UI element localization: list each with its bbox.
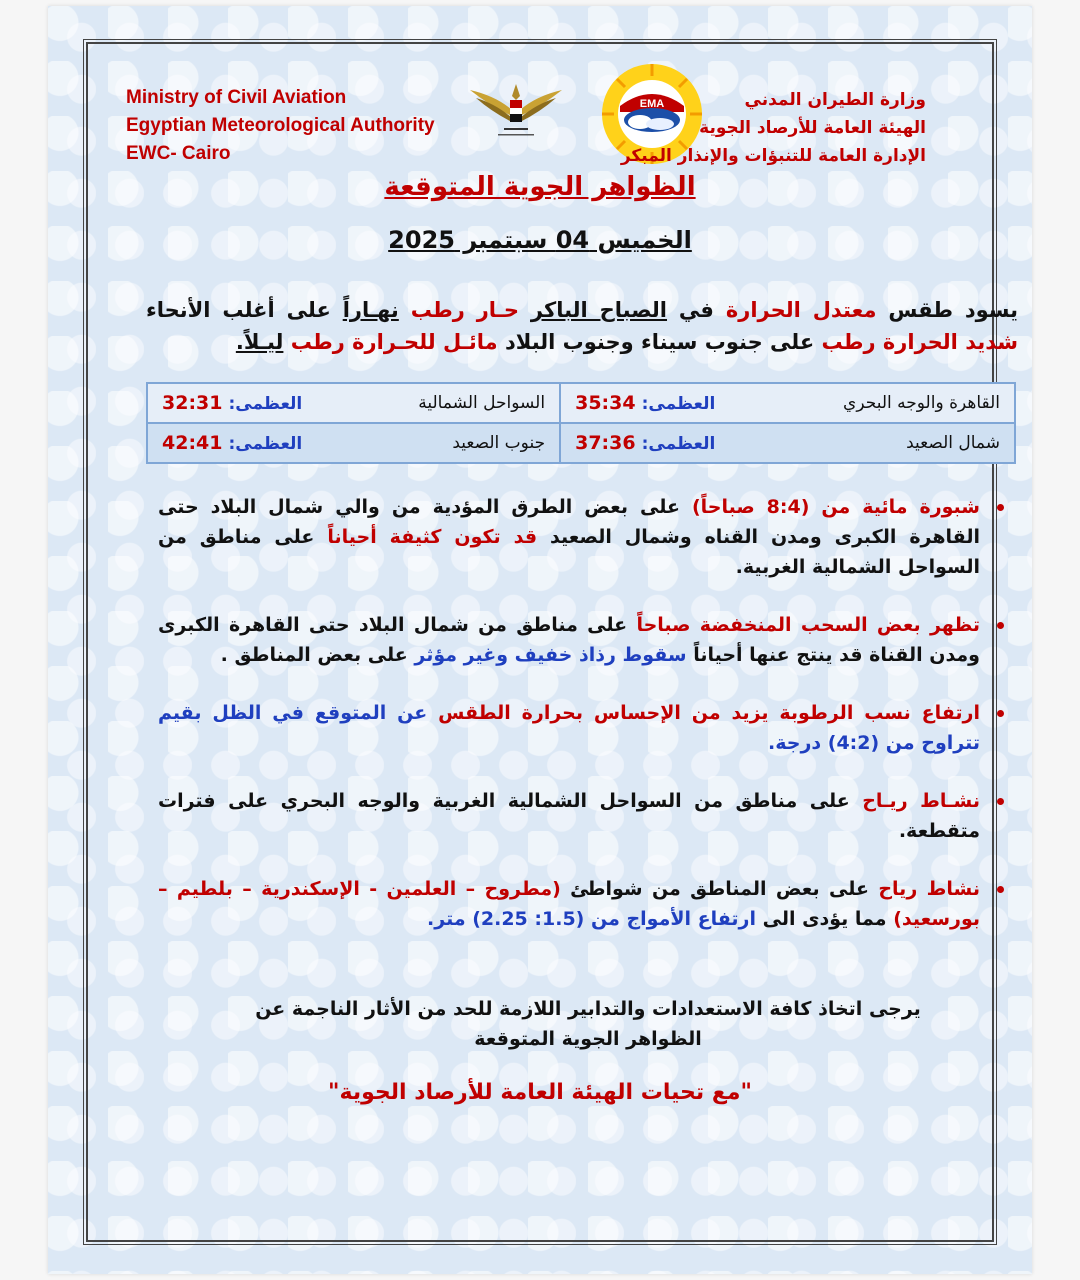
page-title: الظواهر الجوية المتوقعة: [384, 172, 696, 202]
summary-text: يسود طقس: [888, 298, 1019, 322]
bullet-highlight: عن المتوقع في الظل بقيم تتراوح من (4:2) درجة.: [158, 702, 980, 754]
max-temp-value: 37:36: [575, 432, 636, 454]
signoff: "مع تحيات الهيئة العامة للأرصاد الجوية": [328, 1080, 752, 1105]
ema-logo-text: EMA: [639, 98, 665, 110]
summary-highlight: حـار رطب: [410, 298, 520, 322]
region-name: جنوب الصعيد: [452, 433, 546, 453]
closing-line: الظواهر الجوية المتوقعة: [474, 1028, 702, 1050]
region-cell: [147, 423, 560, 463]
region-name: السواحل الشمالية: [418, 393, 546, 413]
summary-highlight: معتدل الحرارة: [725, 298, 877, 322]
closing-line: يرجى اتخاذ كافة الاستعدادات والتدابير اللازمة للحد من الأثار الناجمة عن: [255, 998, 921, 1020]
bulletin-date: الخميس 04 سبتمبر 2025: [388, 226, 692, 254]
max-temp-label: العظمى:: [641, 434, 716, 454]
table-row: [147, 383, 1015, 423]
region-name: شمال الصعيد: [906, 433, 1000, 453]
max-temp-label: العظمى:: [641, 394, 716, 414]
bullet-highlight: ارتفاع الأمواج من (1.5: 2.25) متر.: [427, 908, 756, 930]
max-temp-value: 32:31: [162, 392, 223, 414]
authority-name-en: Egyptian Meteorological Authority: [126, 115, 435, 136]
ministry-name-ar: وزارة الطيران المدني: [744, 90, 926, 110]
list-item: [158, 492, 980, 582]
summary-text: على أغلب الأنحاء: [146, 298, 331, 322]
table-row: [147, 423, 1015, 463]
bulletin-page: [48, 6, 1032, 1274]
bullet-text: على بعض الطرق المؤدية من والي شمال البلاد حتى القاهرة الكبرى ومدن القناه وشمال الصعيد: [158, 496, 980, 548]
ministry-name-en: Ministry of Civil Aviation: [126, 87, 347, 108]
max-temp-value: 42:41: [162, 432, 223, 454]
phenomena-list: [158, 492, 1008, 962]
list-item: [158, 698, 980, 758]
weather-summary: [146, 294, 1018, 358]
center-name-en: EWC- Cairo: [126, 143, 231, 164]
max-temp-value: 35:34: [575, 392, 636, 414]
summary-underlined: نهـاراً: [342, 298, 399, 322]
max-temp-label: العظمى:: [228, 434, 303, 454]
bullet-text: على بعض المناطق .: [220, 644, 408, 666]
bullet-text: على مناطق من شمال البلاد حتى القاهرة الكبرى ومدن القناة قد ينتج عنها أحياناً: [158, 614, 980, 666]
bullet-highlight: ارتفاع نسب الرطوبة يزيد من الإحساس بحرارة الطقس: [438, 702, 981, 724]
bullet-highlight: نشـاط ريـاح: [862, 790, 980, 812]
bullet-text: على مناطق من السواحل الشمالية الغربية.: [158, 526, 980, 578]
header-arabic: [606, 86, 926, 170]
region-cell: [560, 383, 1015, 423]
max-temp-label: العظمى:: [228, 394, 303, 414]
header-english: [126, 84, 486, 168]
list-item: [158, 786, 980, 846]
bullet-highlight: قد تكون كثيفة أحياناً: [327, 526, 538, 548]
bullet-highlight: تظهر بعض السحب المنخفضة صباحاً: [636, 614, 980, 636]
center-name-ar: الإدارة العامة للتنبؤات والإنذار المبكر: [620, 146, 926, 166]
summary-underlined: ليـلاً.: [235, 330, 284, 354]
bullet-highlight: شبورة مائية من (8:4 صباحاً): [691, 496, 980, 518]
summary-highlight: مائـل للحـرارة رطب: [290, 330, 498, 354]
bullet-text: مما يؤدى الى: [762, 908, 887, 930]
summary-underlined: الصباح الباكر: [530, 298, 668, 322]
civil-aviation-logo: [466, 76, 566, 146]
bullet-highlight: (مطروح – العلمين - الإسكندرية – بلطيم – بورسعيد): [158, 878, 980, 930]
list-item: [158, 610, 980, 670]
bullet-text: على مناطق من السواحل الشمالية الغربية والوجه البحري على فترات متقطعة.: [158, 790, 980, 842]
region-name: القاهرة والوجه البحري: [843, 393, 1000, 413]
region-cell: [147, 383, 560, 423]
region-cell: [560, 423, 1015, 463]
list-item: [158, 874, 980, 934]
closing-note: [208, 994, 968, 1054]
summary-text: في: [678, 298, 714, 322]
summary-highlight: شديد الحرارة رطب: [821, 330, 1018, 354]
authority-name-ar: الهيئة العامة للأرصاد الجوية: [699, 118, 926, 138]
bullet-highlight: سقوط رذاذ خفيف وغير مؤثر: [414, 644, 687, 666]
summary-text: على جنوب سيناء وجنوب البلاد: [504, 330, 815, 354]
bullet-text: على بعض المناطق من شواطئ: [570, 878, 869, 900]
bullet-highlight: نشاط رياح: [878, 878, 980, 900]
temperature-table: [146, 382, 1016, 464]
